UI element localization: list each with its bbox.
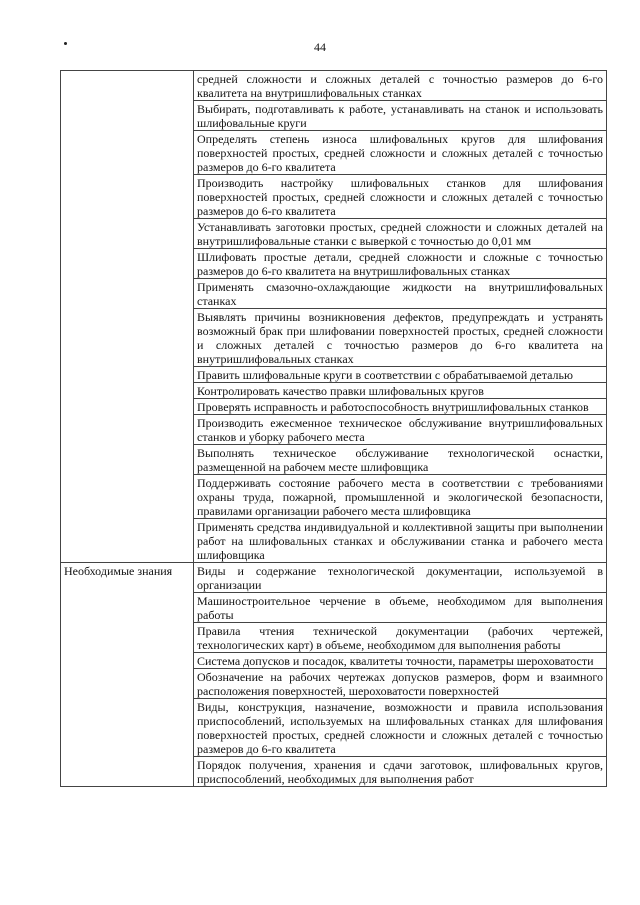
skills-group-item: средней сложности и сложных деталей с точностью размеров до 6-го квалитета на внутришлифовальных станках [194,71,607,101]
page-number: 44 [314,40,326,54]
table-row [61,563,607,593]
skills-group-item: Выявлять причины возникновения дефектов, предупреждать и устранять возможный брак при шлифовании поверхностей простых, средней сложности и сложных деталей с точностью размеров до 6-го квалитета на внутришлифовальных станках [194,309,607,367]
table-body [61,71,607,787]
skills-group-item: Проверять исправность и работоспособность внутришлифовальных станков [194,399,607,415]
knowledge-group-item: Порядок получения, хранения и сдачи заготовок, шлифовальных кругов, приспособлений, необходимых для выполнения работ [194,757,607,787]
skills-group-item: Производить ежесменное техническое обслуживание внутришлифовальных станков и уборку рабочего места [194,415,607,445]
skills-group-item: Поддерживать состояние рабочего места в соответствии с требованиями охраны труда, пожарной, промышленной и экологической безопасности, правилами организации рабочего места шлифовщика [194,475,607,519]
knowledge-group-item: Виды и содержание технологической документации, используемой в организации [194,563,607,593]
skills-group-label [61,71,194,563]
skills-group-item: Шлифовать простые детали, средней сложности и сложные с точностью размеров до 6-го квалитета на внутришлифовальных станках [194,249,607,279]
skills-group-item: Контролировать качество правки шлифовальных кругов [194,383,607,399]
skills-group-item: Применять смазочно-охлаждающие жидкости на внутришлифовальных станках [194,279,607,309]
skills-group-item: Определять степень износа шлифовальных кругов для шлифования поверхностей простых, средней сложности и сложных деталей с точностью размеров до 6-го квалитета [194,131,607,175]
knowledge-group-item: Машиностроительное черчение в объеме, необходимом для выполнения работы [194,593,607,623]
table-row [61,71,607,101]
skills-group-item: Выбирать, подготавливать к работе, устанавливать на станок и использовать шлифовальные круги [194,101,607,131]
requirements-table [60,70,607,787]
knowledge-group-item: Виды, конструкция, назначение, возможности и правила использования приспособлений, используемых на шлифовальных станках для шлифования поверхностей простых, средней сложности и сложных деталей с точностью размеров до 6-го квалитета [194,699,607,757]
margin-dot [64,42,67,45]
knowledge-group-item: Система допусков и посадок, квалитеты точности, параметры шероховатости [194,653,607,669]
knowledge-group-label: Необходимые знания [61,563,194,787]
knowledge-group-item: Обозначение на рабочих чертежах допусков размеров, форм и взаимного расположения поверхностей, шероховатости поверхностей [194,669,607,699]
skills-group-item: Выполнять техническое обслуживание технологической оснастки, размещенной на рабочем месте шлифовщика [194,445,607,475]
knowledge-group-item: Правила чтения технической документации (рабочих чертежей, технологических карт) в объеме, необходимом для выполнения работы [194,623,607,653]
skills-group-item: Производить настройку шлифовальных станков для шлифования поверхностей простых, средней сложности и сложных деталей с точностью размеров до 6-го квалитета [194,175,607,219]
skills-group-item: Править шлифовальные круги в соответствии с обрабатываемой деталью [194,367,607,383]
skills-group-item: Применять средства индивидуальной и коллективной защиты при выполнении работ на шлифовальных станках и обслуживании станка и рабочего места шлифовщика [194,519,607,563]
skills-group-item: Устанавливать заготовки простых, средней сложности и сложных деталей на внутришлифовальные станки с выверкой с точностью до 0,01 мм [194,219,607,249]
